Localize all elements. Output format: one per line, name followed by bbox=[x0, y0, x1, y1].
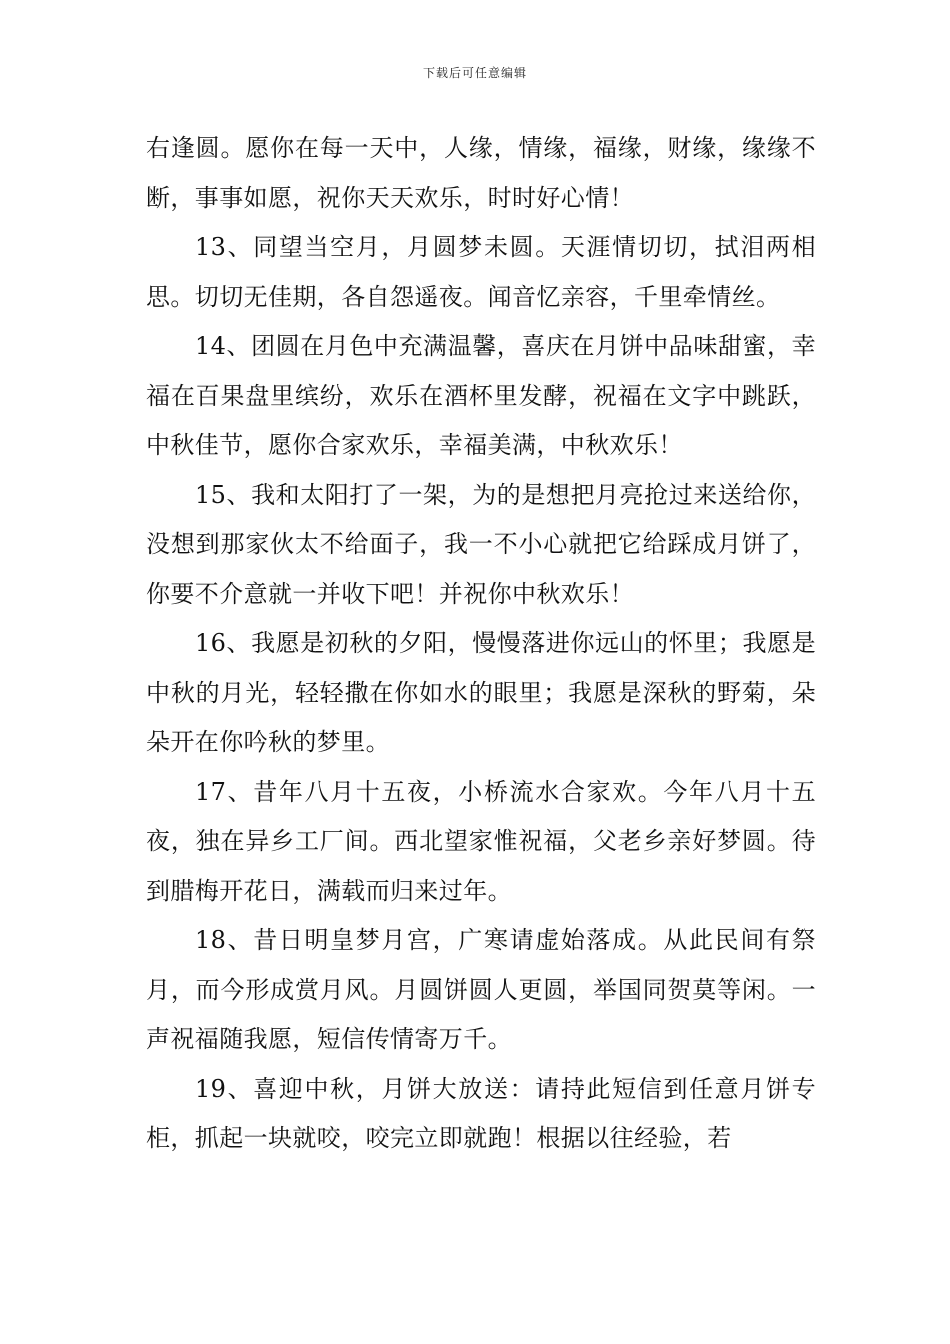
paragraph-18: 18、昔日明皇梦月宫，广寒请虚始落成。从此民间有祭月，而今形成赏月风。月圆饼圆人更圆，举国同贺莫等闲。一声祝福随我愿，短信传情寄万千。 bbox=[146, 926, 816, 1053]
document-body bbox=[146, 124, 816, 1164]
paragraph-16: 16、我愿是初秋的夕阳，慢慢落进你远山的怀里；我愿是中秋的月光，轻轻撒在你如水的眼里；我愿是深秋的野菊，朵朵开在你吟秋的梦里。 bbox=[146, 629, 816, 756]
paragraph-17: 17、昔年八月十五夜，小桥流水合家欢。今年八月十五夜，独在异乡工厂间。西北望家惟祝福，父老乡亲好梦圆。待到腊梅开花日，满载而归来过年。 bbox=[146, 777, 816, 905]
paragraph-13: 13、同望当空月，月圆梦未圆。天涯情切切，拭泪两相思。切切无佳期，各自怨遥夜。闻音忆亲容，千里牵情丝。 bbox=[146, 233, 816, 311]
paragraph-continuation: 右逢圆。愿你在每一天中，人缘，情缘，福缘，财缘，缘缘不断，事事如愿，祝你天天欢乐，时时好心情！ bbox=[146, 134, 816, 212]
page-header: 下载后可任意编辑 bbox=[422, 66, 527, 80]
paragraph-19: 19、喜迎中秋，月饼大放送：请持此短信到任意月饼专柜，抓起一块就咬，咬完立即就跑！根据以往经验，若 bbox=[146, 1074, 816, 1152]
paragraph-14: 14、团圆在月色中充满温馨，喜庆在月饼中品味甜蜜，幸福在百果盘里缤纷，欢乐在酒杯里发酵，祝福在文字中跳跃，中秋佳节，愿你合家欢乐，幸福美满，中秋欢乐！ bbox=[146, 332, 816, 459]
paragraph-15: 15、我和太阳打了一架，为的是想把月亮抢过来送给你，没想到那家伙太不给面子，我一不小心就把它给踩成月饼了，你要不介意就一并收下吧！并祝你中秋欢乐！ bbox=[146, 480, 816, 608]
